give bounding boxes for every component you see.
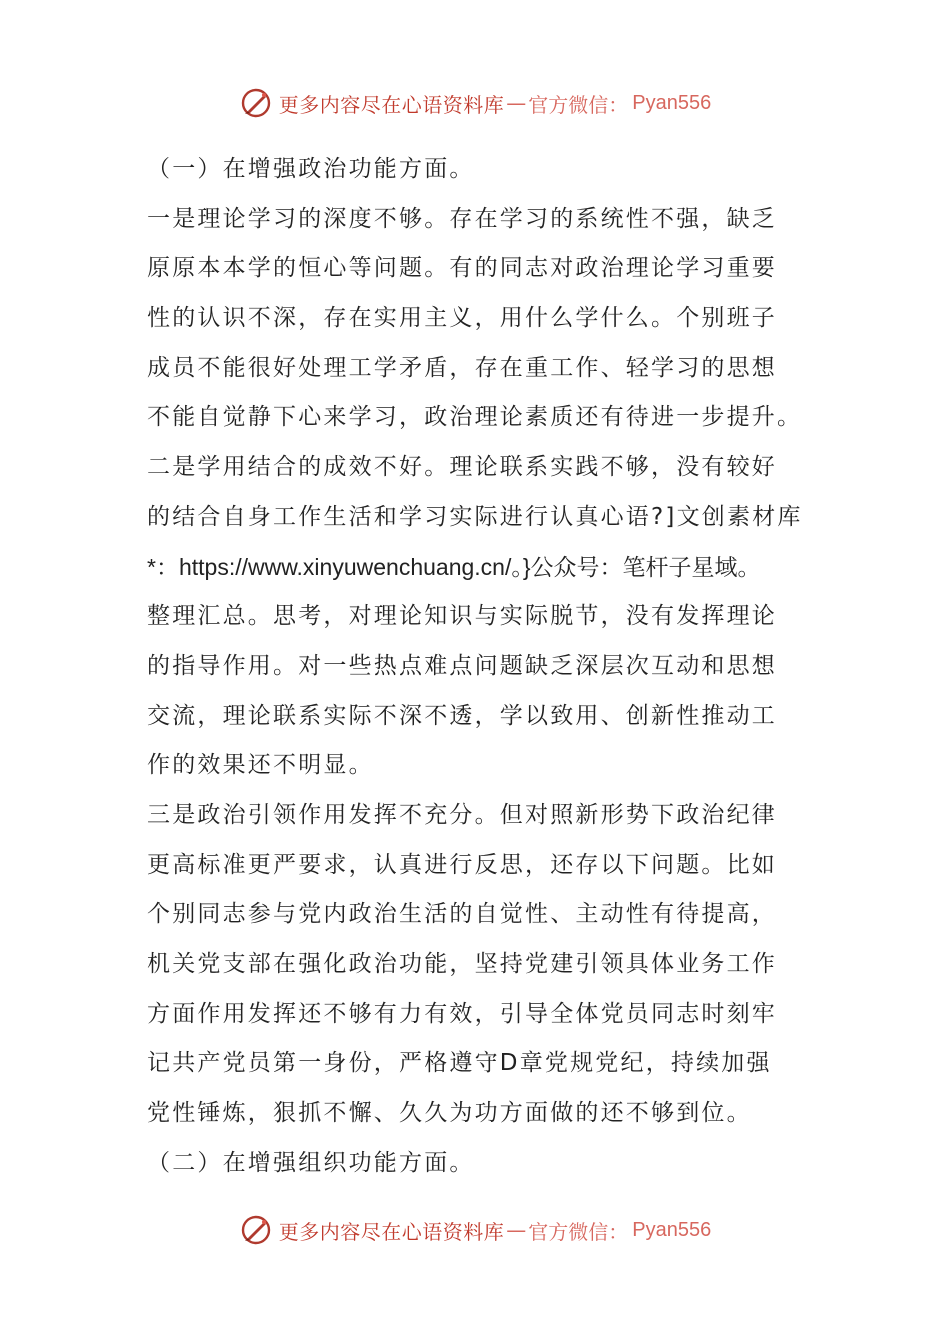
section-heading-1: （一）在增强政治功能方面。 bbox=[147, 156, 475, 182]
text-line: 不能自觉静下心来学习，政治理论素质还有待进一步提升。 bbox=[147, 404, 803, 431]
banner-site-name: 更多内容尽在心语资料库 bbox=[278, 1219, 505, 1244]
text-line: 交流，理论联系实际不深不透，学以致用、创新性推动工 bbox=[147, 702, 777, 729]
banner-wechat-id: Pyan556 bbox=[632, 1218, 712, 1241]
text-line: 的结合自身工作生活和学习实际进行认真心语?]文创素材库 bbox=[147, 503, 803, 530]
text-line: 方面作用发挥还不够有力有效，引导全体党员同志时刻牢 bbox=[147, 1000, 777, 1027]
pen-logo-icon bbox=[239, 1213, 273, 1247]
text-line: 党性锤炼，狠抓不懈、久久为功方面做的还不够到位。 bbox=[147, 1100, 752, 1127]
banner-dash: — bbox=[506, 91, 527, 115]
banner-site-name: 更多内容尽在心语资料库 bbox=[278, 92, 505, 117]
text-line: 一是理论学习的深度不够。存在学习的系统性不强，缺乏 bbox=[147, 205, 777, 232]
text-line: 个别同志参与党内政治生活的自觉性、主动性有待提高， bbox=[147, 901, 777, 928]
document-body bbox=[147, 145, 817, 1188]
text-line: 作的效果还不明显。 bbox=[147, 752, 374, 779]
banner-dash: — bbox=[506, 1218, 527, 1242]
section-heading-2: （二）在增强组织功能方面。 bbox=[147, 1149, 475, 1176]
text-line: 原原本本学的恒心等问题。有的同志对政治理论学习重要 bbox=[147, 255, 777, 282]
text-line: 更高标准更严要求，认真进行反思，还存以下问题。比如 bbox=[147, 851, 777, 878]
text-line: 三是政治引领作用发挥不充分。但对照新形势下政治纪律 bbox=[147, 801, 777, 828]
header-banner bbox=[0, 78, 950, 128]
footer-banner bbox=[0, 1205, 950, 1255]
text-line: 的指导作用。对一些热点难点问题缺乏深层次互动和思想 bbox=[147, 652, 777, 679]
text-line: 机关党支部在强化政治功能，坚持党建引领具体业务工作 bbox=[147, 951, 777, 977]
banner-wechat-label: 官方微信： bbox=[528, 92, 629, 117]
banner-wechat-id: Pyan556 bbox=[632, 91, 712, 114]
text-line: 记共产党员第一身份，严格遵守D章党规党纪，持续加强 bbox=[147, 1050, 772, 1077]
banner-wechat-label: 官方微信： bbox=[528, 1219, 629, 1244]
pen-logo-icon bbox=[239, 86, 273, 120]
text-line: 整理汇总。思考，对理论知识与实际脱节，没有发挥理论 bbox=[147, 603, 777, 630]
text-line: 二是学用结合的成效不好。理论联系实践不够，没有较好 bbox=[147, 454, 777, 481]
text-line: 成员不能很好处理工学矛盾，存在重工作、轻学习的思想 bbox=[147, 354, 777, 381]
text-line-url: *：https://www.xinyuwenchuang.cn/。}公众号：笔杆子星域。 bbox=[147, 553, 761, 580]
text-line: 性的认识不深，存在实用主义，用什么学什么。个别班子 bbox=[147, 305, 777, 332]
